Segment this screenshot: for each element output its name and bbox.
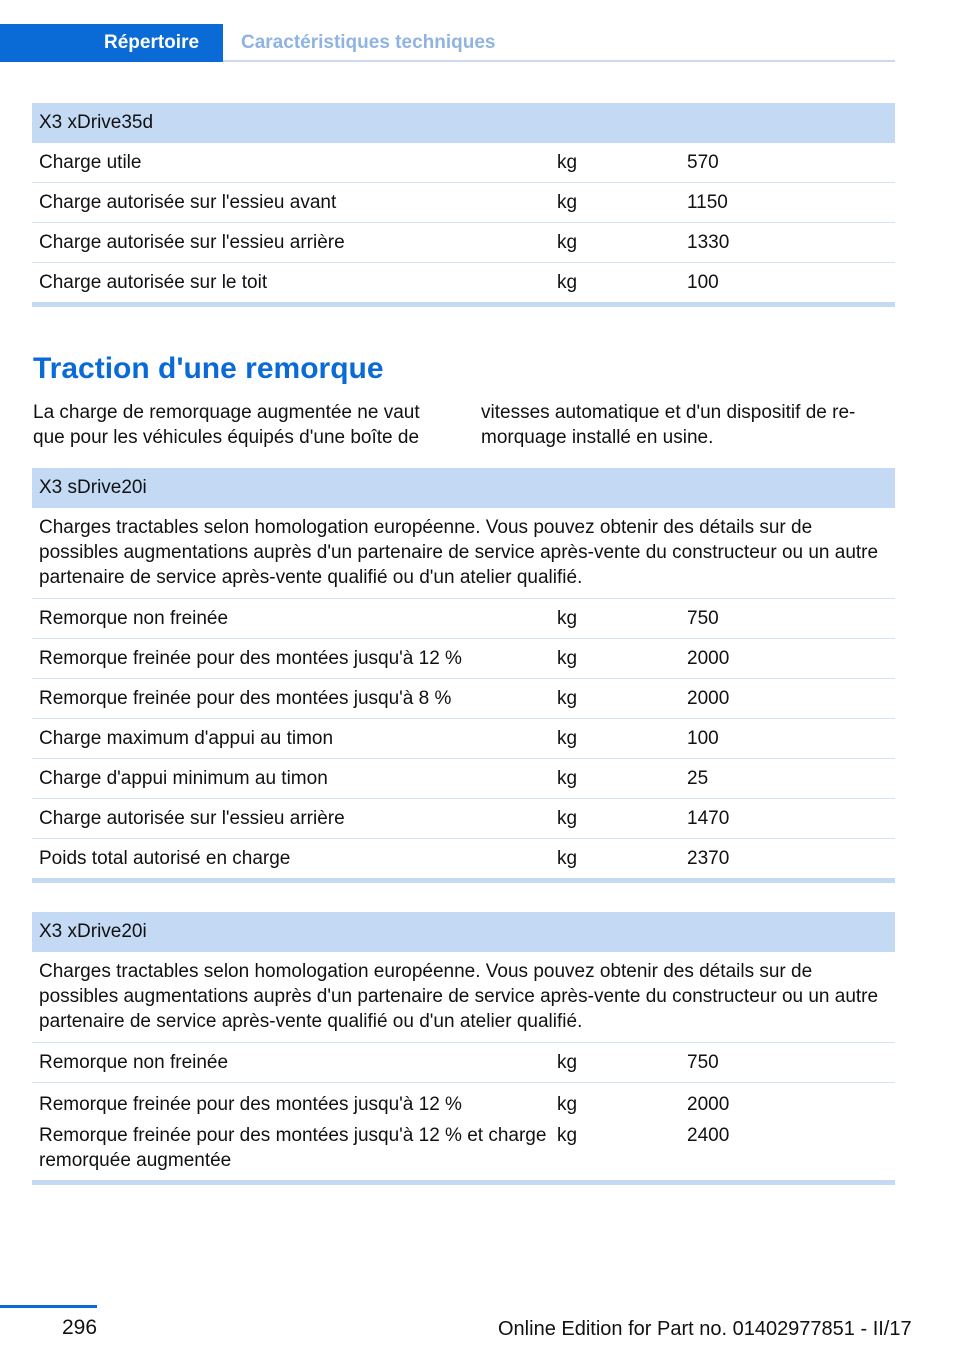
row-unit: kg (550, 599, 680, 639)
row-label: Remorque freinée pour des montées jusqu'à 8 % (32, 679, 550, 719)
table-x3-xdrive35d (32, 103, 895, 302)
page-number: 296 (62, 1316, 98, 1339)
row-value: 750 (680, 1043, 895, 1083)
row-unit: kg (557, 272, 578, 293)
table-end-rule (32, 878, 895, 883)
row-label: Remorque non freinée (32, 599, 550, 639)
row-label: Charge autorisée sur le toit (39, 272, 268, 293)
row-value: 570 (680, 143, 895, 183)
row-label: Remorque freinée pour des montées jusqu'à 12 % (39, 1094, 462, 1115)
section-title: Traction d'une remorque (33, 352, 384, 385)
row-unit: kg (557, 1125, 578, 1146)
row-value: 1150 (680, 183, 895, 223)
page-number-rule (0, 1305, 97, 1308)
row-value: 1470 (680, 799, 895, 839)
row-value: 2000 (680, 639, 895, 679)
row-unit: kg (550, 143, 680, 183)
row-value: 2400 (687, 1125, 730, 1146)
table-note: Charges tractables selon homologation européenne. Vous pouvez obtenir des détails sur de possibles augmentations auprès d'un partenaire de service après-vente du constructeur ou un autre partenaire de service après-vente qualifié ou d'un atelier qualifié. (32, 508, 895, 599)
row-unit: kg (557, 1094, 578, 1115)
row-unit: kg (550, 1043, 680, 1083)
row-label: Remorque freinée pour des montées jusqu'à 12 % et charge remorquée augmentée (39, 1125, 547, 1171)
row-unit: kg (550, 183, 680, 223)
table-x3-xdrive20i (32, 912, 895, 1181)
row-unit: kg (550, 223, 680, 263)
row-label: Charge autorisée sur l'essieu arrière (32, 223, 550, 263)
tab-repertoire[interactable]: Répertoire (0, 24, 223, 62)
table-note: Charges tractables selon homologation européenne. Vous pouvez obtenir des détails sur de possibles augmentations auprès d'un partenaire de service après-vente du constructeur ou un autre partenaire de service après-vente qualifié ou d'un atelier qualifié. (32, 952, 895, 1043)
tab-underline (223, 60, 895, 62)
intro-text-left: La charge de remorquage augmentée ne vaut que pour les véhicules équipés d'une boîte de (33, 402, 420, 448)
row-unit: kg (550, 679, 680, 719)
row-unit: kg (550, 719, 680, 759)
row-value: 2000 (687, 1094, 730, 1115)
row-label: Charge maximum d'appui au timon (32, 719, 550, 759)
row-value: 2000 (680, 679, 895, 719)
row-unit: kg (550, 759, 680, 799)
row-value: 2370 (687, 848, 730, 869)
header-tabbar (0, 24, 895, 62)
table-end-rule (32, 1180, 895, 1185)
row-label: Charge autorisée sur l'essieu avant (32, 183, 550, 223)
row-value: 100 (680, 719, 895, 759)
table-title: X3 sDrive20i (32, 468, 895, 508)
edition-footer: Online Edition for Part no. 01402977851 - II/17 (498, 1318, 912, 1340)
row-label: Remorque non freinée (32, 1043, 550, 1083)
table-title: X3 xDrive35d (32, 103, 895, 143)
row-value: 100 (687, 272, 719, 293)
table-title: X3 xDrive20i (32, 912, 895, 952)
tab-caracteristiques-techniques[interactable]: Caractéristiques techniques (241, 32, 496, 53)
row-label: Remorque freinée pour des montées jusqu'à 12 % (32, 639, 550, 679)
row-label: Poids total autorisé en charge (39, 848, 291, 869)
row-unit: kg (557, 848, 578, 869)
row-value: 1330 (680, 223, 895, 263)
row-unit: kg (550, 639, 680, 679)
intro-text-right: vitesses automatique et d'un dispositif de re-morquage installé en usine. (481, 402, 856, 448)
row-label: Charge d'appui minimum au timon (32, 759, 550, 799)
row-label: Charge utile (32, 143, 550, 183)
table-x3-sdrive20i (32, 468, 895, 878)
row-value: 750 (680, 599, 895, 639)
table-end-rule (32, 302, 895, 307)
row-unit: kg (550, 799, 680, 839)
row-label: Charge autorisée sur l'essieu arrière (32, 799, 550, 839)
row-value: 25 (680, 759, 895, 799)
